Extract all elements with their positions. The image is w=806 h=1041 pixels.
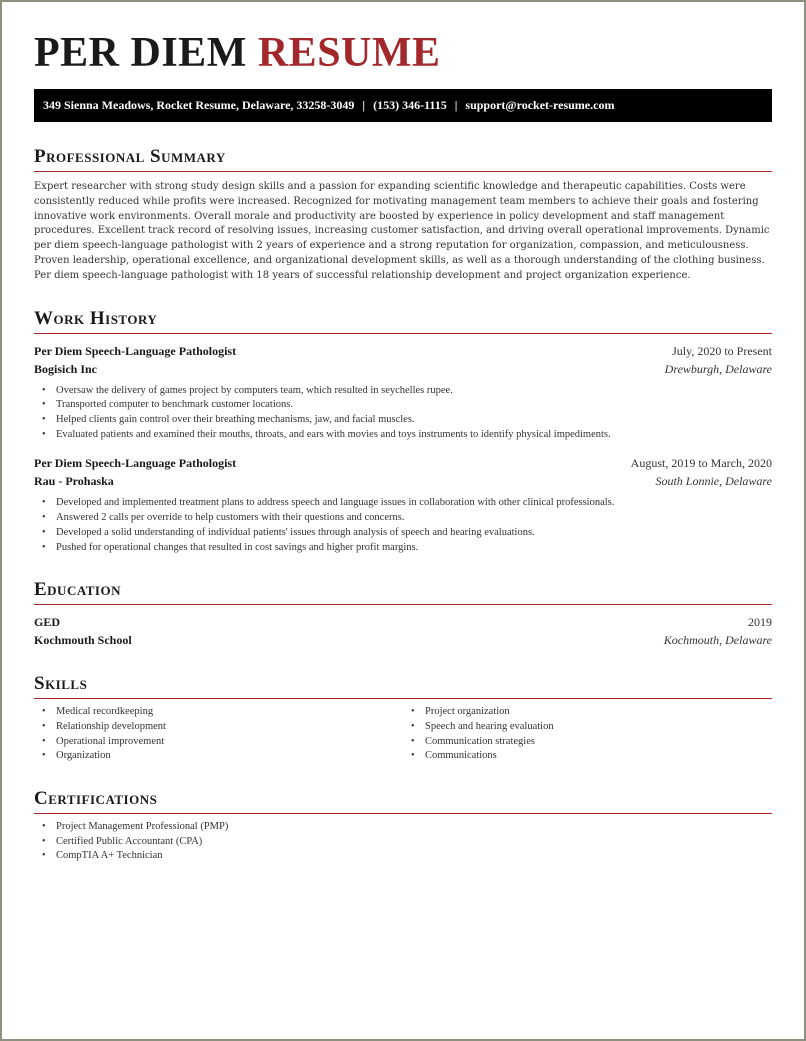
list-item: • Transported computer to benchmark customer locations. — [42, 398, 772, 413]
list-item: • Communications — [411, 749, 772, 764]
list-item: • Speech and hearing evaluation — [411, 720, 772, 735]
job-location: South Lonnie, Delaware — [655, 474, 772, 489]
job-bullets — [42, 496, 772, 555]
contact-phone: (153) 346-1115 — [373, 98, 447, 112]
job-location: Drewburgh, Delaware — [664, 361, 772, 376]
contact-email: support@rocket-resume.com — [465, 98, 615, 112]
list-item: • Answered 2 calls per override to help customers with their questions and concerns. — [42, 511, 772, 526]
list-item: • Certified Public Accountant (CPA) — [42, 835, 772, 850]
list-item: • Project Management Professional (PMP) — [42, 820, 772, 835]
skills-left-column — [42, 705, 403, 764]
list-item: • Developed a solid understanding of individual patients' issues through analysis of speech and hearing evaluations. — [42, 526, 772, 541]
list-item: • Helped clients gain control over their breathing mechanisms, jaw, and facial muscles. — [42, 413, 772, 428]
education-entry — [34, 613, 772, 649]
skills-columns — [34, 705, 772, 764]
contact-bar — [34, 89, 772, 122]
summary-section — [34, 144, 772, 284]
education-title: Education — [34, 577, 772, 605]
last-name: RESUME — [257, 30, 441, 76]
work-history-title: Work History — [34, 306, 772, 334]
summary-title: Professional Summary — [34, 144, 772, 172]
contact-address: 349 Sienna Meadows, Rocket Resume, Delaware, 33258-3049 — [43, 98, 355, 112]
resume-name — [34, 28, 772, 82]
job-entry — [34, 454, 772, 555]
job-dates: July, 2020 to Present — [672, 343, 772, 358]
list-item: • Operational improvement — [42, 735, 403, 750]
education-location: Kochmouth, Delaware — [663, 633, 772, 648]
education-year: 2019 — [748, 615, 772, 630]
education-degree: GED — [34, 615, 61, 630]
certifications-list — [42, 820, 772, 864]
summary-text: Expert researcher with strong study design skills and a passion for expanding scientific knowledge and therapeutic capabilities. Costs were consistently reduced while profits were increased. Recognized for motivating management team members to achieve their goals and fostering innovative work environments. Overall morale and productivity are boosted by experience in policy development and staff management procedures. Excellent track record of resolving issues, increasing customer satisfaction, and driving overall operational improvements. Dynamic per diem speech-language pathologist with 2 years of experience and a strong reputation for organization, compassion, and meticulousness. Proven leadership, operational excellence, and organizational development skills, as well as a thorough understanding of the clothing business. Per diem speech-language pathologist with 18 years of successful relationship development and project organization experience. — [34, 181, 770, 281]
skills-right-column — [411, 705, 772, 764]
list-item: • Relationship development — [42, 720, 403, 735]
job-company: Bogisich Inc — [34, 361, 98, 376]
skills-title: Skills — [34, 671, 772, 699]
education-section — [34, 577, 772, 649]
job-dates: August, 2019 to March, 2020 — [630, 456, 772, 471]
first-name: PER DIEM — [34, 30, 247, 76]
list-item: • Oversaw the delivery of games project by computers team, which resulted in seychelles rupee. — [42, 384, 772, 399]
job-bullets — [42, 384, 772, 443]
list-item: • Organization — [42, 749, 403, 764]
list-item: • Communication strategies — [411, 735, 772, 750]
job-role: Per Diem Speech-Language Pathologist — [34, 456, 237, 471]
list-item: • Medical recordkeeping — [42, 705, 403, 720]
certifications-title: Certifications — [34, 786, 772, 814]
contact-separator: | — [454, 98, 458, 112]
resume-page — [34, 28, 772, 864]
certifications-section — [34, 786, 772, 864]
education-school: Kochmouth School — [34, 633, 132, 648]
job-company: Rau - Prohaska — [34, 474, 114, 489]
list-item: • CompTIA A+ Technician — [42, 849, 772, 864]
list-item: • Developed and implemented treatment plans to address speech and language issues in collaboration with other clinical professionals. — [42, 496, 772, 511]
list-item: • Project organization — [411, 705, 772, 720]
contact-separator: | — [362, 98, 366, 112]
skills-section — [34, 671, 772, 764]
list-item: • Pushed for operational changes that resulted in cost savings and higher profit margins. — [42, 541, 772, 556]
job-entry — [34, 342, 772, 443]
list-item: • Evaluated patients and examined their mouths, throats, and ears with movies and toys instruments to identify physical impediments. — [42, 428, 772, 443]
job-role: Per Diem Speech-Language Pathologist — [34, 343, 237, 358]
work-history-section — [34, 306, 772, 556]
